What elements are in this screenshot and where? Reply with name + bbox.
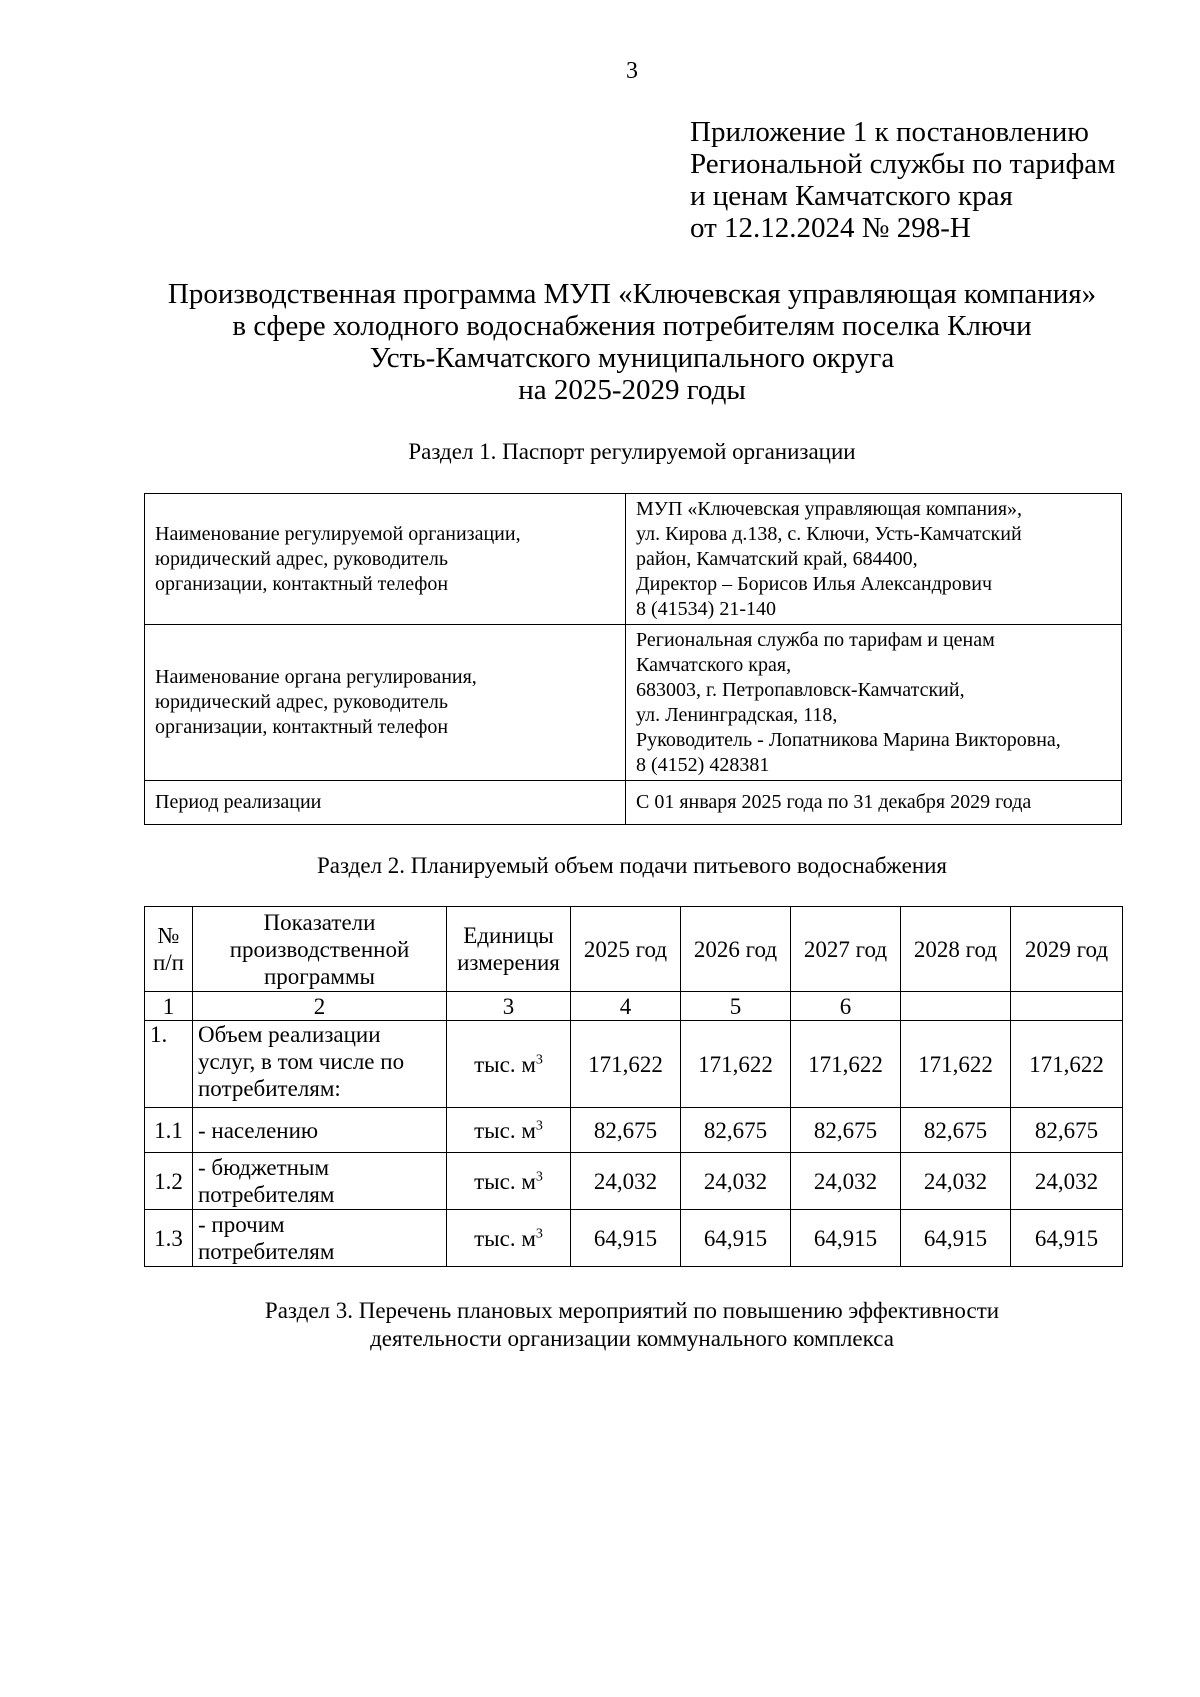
- row-value: 82,675: [681, 1108, 791, 1153]
- passport-label: [145, 781, 626, 825]
- unit-superscript: 3: [535, 1168, 543, 1184]
- row-value: 64,915: [791, 1210, 901, 1267]
- label-line: организации, контактный телефон: [155, 716, 449, 738]
- row-value: 64,915: [681, 1210, 791, 1267]
- title-line: Производственная программа МУП «Ключевская управляющая компания»: [167, 278, 1097, 310]
- column-numbers-row: [145, 992, 1123, 1021]
- passport-row-regulator: [145, 625, 1122, 781]
- value-line: 8 (41534) 21-140: [636, 597, 776, 620]
- value-line: Директор – Борисов Илья Александрович: [636, 572, 993, 595]
- column-number: 2: [193, 992, 447, 1021]
- column-number: [1011, 992, 1123, 1021]
- row-num: 1.: [145, 1021, 193, 1108]
- appendix-line: Приложение 1 к постановлению: [690, 116, 1089, 148]
- column-number: 1: [145, 992, 193, 1021]
- header-line: измерения: [457, 950, 560, 975]
- document-title: [100, 278, 1164, 406]
- appendix-line: Региональной службы по тарифам: [690, 148, 1116, 180]
- appendix-line: и ценам Камчатского края: [690, 180, 1013, 212]
- row-value: 64,915: [1011, 1210, 1123, 1267]
- section-2-heading: Раздел 2. Планируемый объем подачи питьевого водоснабжения: [316, 853, 948, 878]
- row-value: 171,622: [901, 1021, 1011, 1108]
- unit-text: тыс. м: [474, 1225, 536, 1251]
- row-unit: [447, 1021, 571, 1108]
- row-value: 24,032: [681, 1153, 791, 1210]
- row-value: 171,622: [1011, 1021, 1123, 1108]
- unit-superscript: 3: [535, 1225, 543, 1241]
- column-number: 3: [447, 992, 571, 1021]
- value-line: Камчатского края,: [636, 653, 792, 676]
- row-num: 1.1: [145, 1108, 193, 1153]
- value-line: ул. Кирова д.138, с. Ключи, Усть-Камчатский: [636, 522, 1022, 545]
- value-line: 8 (4152) 428381: [636, 753, 770, 776]
- appendix-reference: [690, 116, 1115, 244]
- row-name-line: - прочим: [198, 1212, 285, 1237]
- table-header-row: [145, 907, 1123, 992]
- value-line: 683003, г. Петропавловск-Камчатский,: [636, 678, 965, 701]
- row-value: 171,622: [681, 1021, 791, 1108]
- section-3-heading-line: деятельности организации коммунального комплекса: [370, 1326, 894, 1351]
- header-line: программы: [263, 963, 375, 989]
- unit-superscript: 3: [535, 1051, 543, 1067]
- header-line: Показатели: [263, 909, 376, 935]
- appendix-line: от 12.12.2024 № 298-Н: [690, 212, 971, 244]
- passport-row-organization: [145, 494, 1122, 625]
- passport-label: [145, 494, 626, 625]
- value-line: ул. Ленинградская, 118,: [636, 703, 838, 726]
- header-year: 2028 год: [901, 907, 1011, 992]
- row-value: 82,675: [901, 1108, 1011, 1153]
- row-value: 171,622: [571, 1021, 681, 1108]
- row-value: 82,675: [571, 1108, 681, 1153]
- row-name: [193, 1108, 447, 1153]
- header-line: п/п: [152, 950, 184, 975]
- section-1-heading: Раздел 1. Паспорт регулируемой организации: [408, 439, 856, 464]
- header-year: 2026 год: [681, 907, 791, 992]
- passport-value: [626, 781, 1122, 825]
- passport-value: [626, 494, 1122, 625]
- row-name-line: - населению: [198, 1117, 319, 1143]
- row-name-line: потребителям: [198, 1182, 335, 1207]
- header-year: 2027 год: [791, 907, 901, 992]
- table-row: [145, 1108, 1123, 1153]
- row-name-line: Объем реализации: [198, 1022, 381, 1047]
- section-3-heading-line: Раздел 3. Перечень плановых мероприятий по повышению эффективности: [264, 1298, 1000, 1323]
- row-value: 82,675: [1011, 1108, 1123, 1153]
- row-value: 24,032: [571, 1153, 681, 1210]
- row-name: [193, 1153, 447, 1210]
- row-name: [193, 1210, 447, 1267]
- header-line: №: [157, 923, 180, 948]
- row-unit: [447, 1210, 571, 1267]
- row-value: 24,032: [791, 1153, 901, 1210]
- label-line: юридический адрес, руководитель: [155, 691, 449, 713]
- passport-row-period: [145, 781, 1122, 825]
- title-line: Усть-Камчатского муниципального округа: [369, 342, 895, 374]
- header-line: производственной: [229, 936, 410, 962]
- row-name-line: - бюджетным: [198, 1155, 329, 1180]
- passport-table: [144, 493, 1122, 825]
- label-line: Наименование регулируемой организации,: [155, 522, 521, 545]
- row-value: 82,675: [791, 1108, 901, 1153]
- row-unit: [447, 1108, 571, 1153]
- value-line: Региональная служба по тарифам и ценам: [636, 628, 995, 651]
- row-value: 24,032: [901, 1153, 1011, 1210]
- row-value: 171,622: [791, 1021, 901, 1108]
- label-line: юридический адрес, руководитель: [155, 547, 449, 570]
- header-num: [145, 907, 193, 992]
- row-unit: [447, 1153, 571, 1210]
- row-name-line: потребителям: [198, 1239, 335, 1264]
- table-row: [145, 1153, 1123, 1210]
- header-year: 2025 год: [571, 907, 681, 992]
- label-line: Период реализации: [155, 791, 322, 813]
- title-line: в сфере холодного водоснабжения потребителям поселка Ключи: [232, 310, 1032, 342]
- column-number: [901, 992, 1011, 1021]
- value-line: Руководитель - Лопатникова Марина Викторовна,: [636, 728, 1061, 751]
- page-number: 3: [626, 58, 638, 84]
- unit-text: тыс. м: [474, 1168, 536, 1194]
- unit-text: тыс. м: [474, 1051, 536, 1077]
- passport-label: [145, 625, 626, 781]
- header-line: Единицы: [463, 923, 554, 948]
- row-value: 24,032: [1011, 1153, 1123, 1210]
- label-line: организации, контактный телефон: [155, 572, 449, 595]
- value-line: С 01 января 2025 года по 31 декабря 2029 года: [636, 791, 1032, 813]
- row-num: 1.2: [145, 1153, 193, 1210]
- section-3-heading: [100, 1297, 1164, 1353]
- row-name-line: потребителям:: [198, 1076, 341, 1101]
- column-number: 6: [791, 992, 901, 1021]
- table-row: [145, 1210, 1123, 1267]
- column-number: 4: [571, 992, 681, 1021]
- row-value: 64,915: [571, 1210, 681, 1267]
- unit-superscript: 3: [535, 1117, 543, 1133]
- row-name-line: услуг, в том числе по: [198, 1049, 405, 1074]
- row-value: 64,915: [901, 1210, 1011, 1267]
- title-line: на 2025-2029 годы: [518, 374, 746, 406]
- label-line: Наименование органа регулирования,: [155, 666, 477, 688]
- column-number: 5: [681, 992, 791, 1021]
- header-year: 2029 год: [1011, 907, 1123, 992]
- unit-text: тыс. м: [474, 1117, 536, 1143]
- volume-table: [144, 906, 1123, 1267]
- passport-value: [626, 625, 1122, 781]
- header-indicator: [193, 907, 447, 992]
- row-num: 1.3: [145, 1210, 193, 1267]
- table-row: [145, 1021, 1123, 1108]
- row-name: [193, 1021, 447, 1108]
- value-line: МУП «Ключевская управляющая компания»,: [636, 497, 1023, 520]
- value-line: район, Камчатский край, 684400,: [636, 547, 918, 570]
- header-unit: [447, 907, 571, 992]
